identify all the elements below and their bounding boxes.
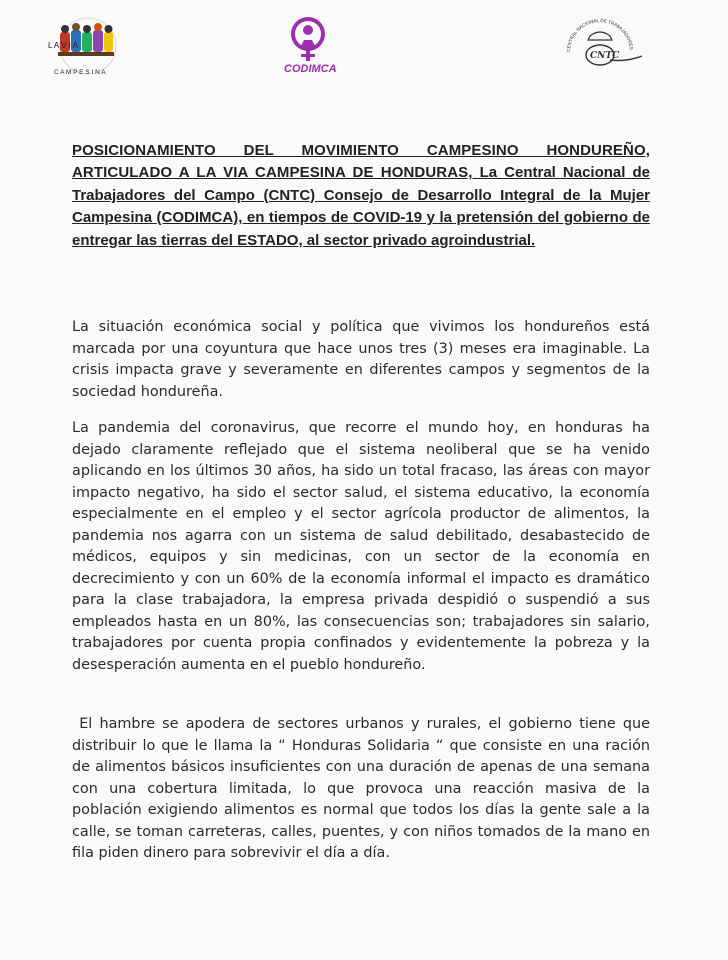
logo-right-center-text: CNTC: [590, 51, 620, 61]
logo-left-text-top: L A V I A: [48, 41, 78, 50]
paragraph-1: La situación económica social y política que vivimos los hondureños está marcada por una coyuntura que hace unos tres (3) meses era imaginable. La crisis impacta grave y severamente en diferentes campos y segmentos de la sociedad hondureña.: [72, 319, 650, 400]
woman-symbol-icon: [293, 19, 323, 61]
logo-mid-text: CODIMCA: [284, 63, 337, 75]
logo-bar: [0, 0, 728, 90]
document-title: [72, 140, 650, 252]
la-via-campesina-logo: [40, 14, 136, 78]
logo-left-text-bottom: C A M P E S I N A: [54, 69, 106, 76]
logo-right-arc-text: CENTRAL NACIONAL DE TRABAJADORES: [565, 17, 634, 53]
paragraph-2: La pandemia del coronavirus, que recorre el mundo hoy, en honduras ha dejado claramente reflejado que el sistema neoliberal que se ha venido aplicando en los últimos 30 años, ha sido un total fracaso, las áreas con mayor impacto negativo, ha sido el sector salud, el sistema educativo, la economía especialmente en el empleo y el sector agrícola productor de alimentos, la pandemia nos agarra con un sistema de salud debilitado, desabastecido de médicos, equipos y sin medicinas, con un sector de la economía en decrecimiento y con un 60% de la economía informal el impacto es dramático para la clase trabajadora, la empresa privada despidió o suspendió a sus empleados hasta en un 80%, las consecuencias son; trabajadores sin salario, trabajadores por cuenta propia confinados y evidentemente la pobreza y la desesperación aumenta en el pueblo hondureño.: [72, 420, 650, 673]
title-rest: La Central Nacional de Trabajadores del Campo (CNTC) Consejo de Desarrollo Integral de la Mujer Campesina (CODIMCA), en tiempos de COVID-19 y la pretensión del gobierno de entregar las tierras del ESTADO, al sector privado agroindustrial.: [72, 164, 650, 249]
cntc-logo: [552, 14, 648, 76]
title-caps: POSICIONAMIENTO DEL MOVIMIENTO CAMPESINO HONDUREÑO, ARTICULADO A LA VIA CAMPESINA DE HONDURAS,: [72, 142, 650, 182]
farmers-figures-icon: [58, 23, 114, 56]
paragraph-3: El hambre se apodera de sectores urbanos y rurales, el gobierno tiene que distribuir lo que le llama la “ Honduras Solidaria “ que consiste en una ración de alimentos básicos insuficientes con una duración de apenas de una semana con una cobertura limitada, lo que provoca una reacción masiva de la población exigiendo alimentos es normal que todos los días la gente sale a la calle, se toman carreteras, calles, puentes, y con niños tomados de la mano en fila piden dinero para sobrevivir el día a día.: [72, 716, 655, 861]
codimca-logo: [282, 14, 340, 76]
